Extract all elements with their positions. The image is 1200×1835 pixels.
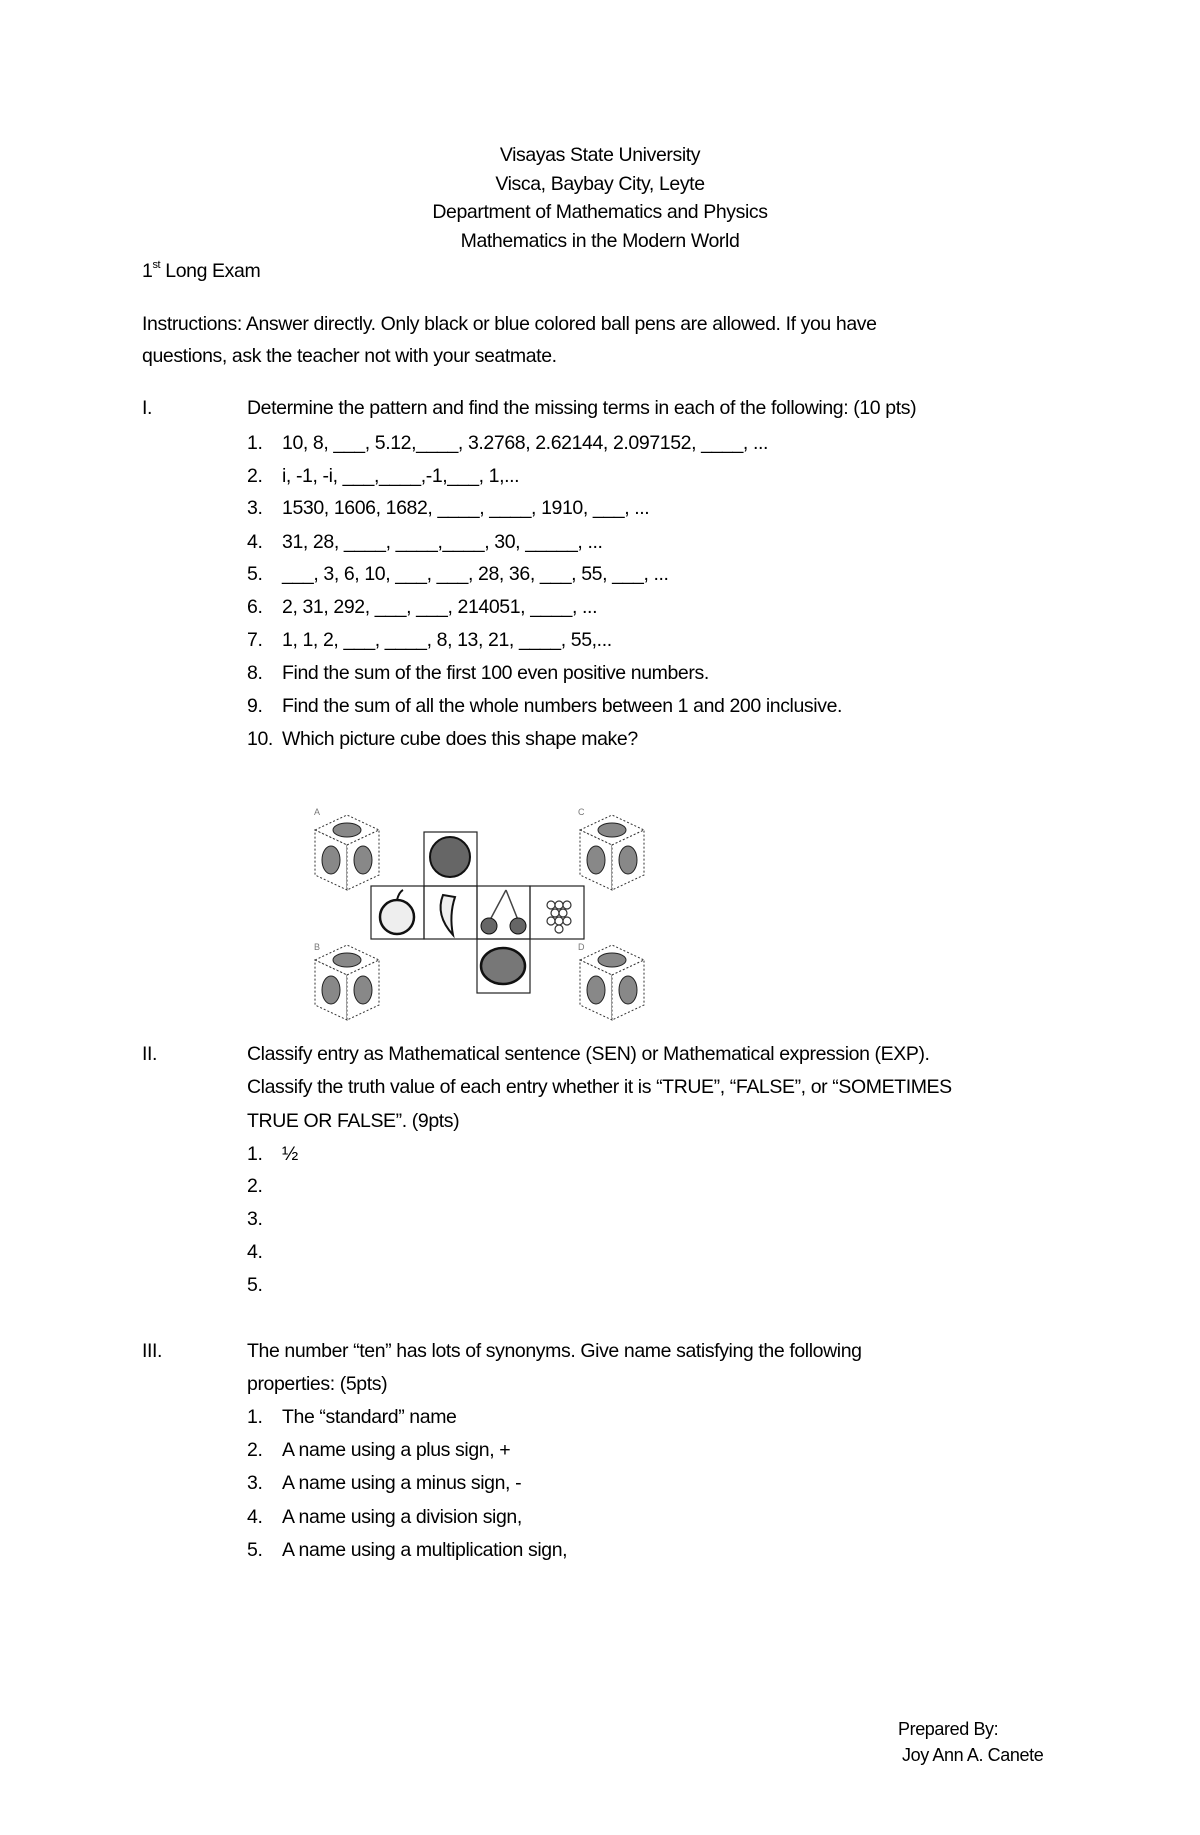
section2-item-number: 1. xyxy=(247,1143,263,1165)
section-3-number: III. xyxy=(142,1340,163,1362)
section-2-line-1: Classify entry as Mathematical sentence (SEN) or Mathematical expression (EXP). xyxy=(247,1043,930,1065)
figure-label-a: A xyxy=(314,807,320,817)
grapes-icon xyxy=(547,901,571,933)
instructions-line-1: Instructions: Answer directly. Only black or blue colored ball pens are allowed. If you have xyxy=(142,313,877,335)
tomato-icon xyxy=(481,948,525,984)
section-1-title: Determine the pattern and find the missing terms in each of the following: (10 pts) xyxy=(247,397,917,419)
section1-item-number: 8. xyxy=(247,662,263,684)
section1-item-text: 1530, 1606, 1682, ____, ____, 1910, ___, ... xyxy=(282,497,650,519)
university-address: Visca, Baybay City, Leyte xyxy=(495,173,705,195)
section1-item-number: 9. xyxy=(247,695,263,717)
section1-item-number: 10. xyxy=(247,728,273,750)
apple-icon xyxy=(380,890,414,934)
section1-item-number: 2. xyxy=(247,465,263,487)
section-2-number: II. xyxy=(142,1043,158,1065)
section1-item-number: 1. xyxy=(247,432,263,454)
cube-b xyxy=(315,945,379,1020)
section2-item-number: 5. xyxy=(247,1274,263,1296)
cherries-icon xyxy=(481,890,526,934)
section3-item-text: The “standard” name xyxy=(282,1406,457,1428)
section-2-line-2: Classify the truth value of each entry whether it is “TRUE”, “FALSE”, or “SOMETIMES xyxy=(247,1076,952,1098)
section3-item-text: A name using a plus sign, + xyxy=(282,1439,511,1461)
section1-item-number: 4. xyxy=(247,531,263,553)
exam-title xyxy=(142,259,261,282)
section3-item-number: 4. xyxy=(247,1506,263,1528)
orange-icon xyxy=(430,837,470,877)
figure-label-c: C xyxy=(578,807,585,817)
section1-item-number: 3. xyxy=(247,497,263,519)
university-name: Visayas State University xyxy=(499,144,701,166)
banana-icon xyxy=(441,895,455,935)
section3-item-text: A name using a division sign, xyxy=(282,1506,522,1528)
instructions-line-2: questions, ask the teacher not with your seatmate. xyxy=(142,345,557,367)
section3-item-number: 1. xyxy=(247,1406,263,1428)
section1-item-text: Find the sum of the first 100 even positive numbers. xyxy=(282,662,709,684)
exam-title-text: Long Exam xyxy=(165,260,261,282)
department-name: Department of Mathematics and Physics xyxy=(432,201,768,223)
section2-item-number: 3. xyxy=(247,1208,263,1230)
section3-item-text: A name using a multiplication sign, xyxy=(282,1539,568,1561)
section3-item-number: 5. xyxy=(247,1539,263,1561)
section2-item-number: 2. xyxy=(247,1175,263,1197)
figure-label-b: B xyxy=(314,942,320,952)
section-1-number: I. xyxy=(142,397,153,419)
section2-item-text: ½ xyxy=(282,1143,298,1165)
section1-item-number: 7. xyxy=(247,629,263,651)
section-2-line-3: TRUE OR FALSE”. (9pts) xyxy=(247,1110,460,1132)
section1-item-text: 10, 8, ___, 5.12,____, 3.2768, 2.62144, 2.097152, ____, ... xyxy=(282,432,768,454)
figure-label-d: D xyxy=(578,942,585,952)
section1-item-text: 31, 28, ____, ____,____, 30, _____, ... xyxy=(282,531,603,553)
section1-item-text: 2, 31, 292, ___, ___, 214051, ____, ... xyxy=(282,596,598,618)
section1-item-number: 6. xyxy=(247,596,263,618)
section3-item-text: A name using a minus sign, - xyxy=(282,1472,522,1494)
author-name: Joy Ann A. Canete xyxy=(902,1745,1044,1765)
exam-ordinal: 1 xyxy=(142,260,153,282)
course-name: Mathematics in the Modern World xyxy=(460,230,740,252)
section-3-line-1: The number “ten” has lots of synonyms. Give name satisfying the following xyxy=(247,1340,862,1362)
cube-c xyxy=(580,815,644,890)
prepared-by-label: Prepared By: xyxy=(898,1719,999,1739)
section1-item-text: i, -1, -i, ___,____,-1,___, 1,... xyxy=(282,465,520,487)
cube-a xyxy=(315,815,379,890)
cube-d xyxy=(580,945,644,1020)
section1-item-text: 1, 1, 2, ___, ____, 8, 13, 21, ____, 55,... xyxy=(282,629,612,651)
section-3-line-2: properties: (5pts) xyxy=(247,1373,388,1395)
exam-ordinal-suffix: st xyxy=(152,259,161,271)
section3-item-number: 3. xyxy=(247,1472,263,1494)
section2-item-number: 4. xyxy=(247,1241,263,1263)
section1-item-text: Which picture cube does this shape make? xyxy=(282,728,638,750)
section3-item-number: 2. xyxy=(247,1439,263,1461)
section1-item-number: 5. xyxy=(247,563,263,585)
cube-net-figure xyxy=(300,800,660,1025)
section1-item-text: ___, 3, 6, 10, ___, ___, 28, 36, ___, 55, ___, ... xyxy=(282,563,669,585)
section1-item-text: Find the sum of all the whole numbers between 1 and 200 inclusive. xyxy=(282,695,843,717)
